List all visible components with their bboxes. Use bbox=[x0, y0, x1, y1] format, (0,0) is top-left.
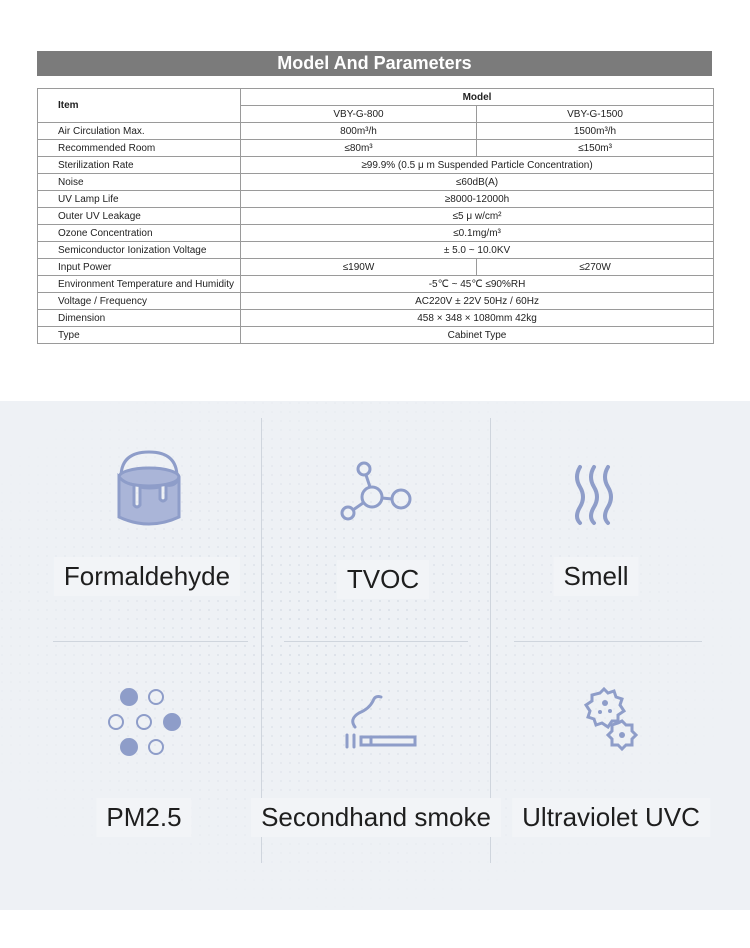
table-row bbox=[38, 310, 714, 327]
table-row bbox=[38, 242, 714, 259]
feature-pm25 bbox=[0, 641, 261, 881]
parameter-value: Cabinet Type bbox=[241, 327, 714, 344]
parameter-value: 1500m³/h bbox=[477, 123, 714, 140]
parameter-label: Noise bbox=[38, 174, 241, 191]
table-row bbox=[38, 123, 714, 140]
parameter-value: 458 × 348 × 1080mm 42kg bbox=[241, 310, 714, 327]
feature-formaldehyde bbox=[0, 401, 261, 641]
parameter-label: Semiconductor Ionization Voltage bbox=[38, 242, 241, 259]
parameter-value: ≥8000-12000h bbox=[241, 191, 714, 208]
table-row bbox=[38, 327, 714, 344]
parameter-value: ≤0.1mg/m³ bbox=[241, 225, 714, 242]
parameter-label: Dimension bbox=[38, 310, 241, 327]
parameter-label: Input Power bbox=[38, 259, 241, 276]
feature-secondhand-smoke bbox=[261, 641, 490, 881]
parameter-label: Environment Temperature and Humidity bbox=[38, 276, 241, 293]
features-panel bbox=[0, 401, 750, 910]
parameter-value: ≤190W bbox=[241, 259, 477, 276]
parameter-label: Voltage / Frequency bbox=[38, 293, 241, 310]
feature-label: Secondhand smoke bbox=[251, 798, 501, 837]
cigarette-icon bbox=[345, 693, 419, 751]
table-row bbox=[38, 174, 714, 191]
paint-bucket-icon bbox=[116, 447, 182, 529]
parameter-label: Ozone Concentration bbox=[38, 225, 241, 242]
model-name: VBY-G-800 bbox=[241, 106, 477, 123]
model-name: VBY-G-1500 bbox=[477, 106, 714, 123]
table-row bbox=[38, 293, 714, 310]
parameter-value: ≤80m³ bbox=[241, 140, 477, 157]
model-header: Model bbox=[241, 89, 714, 106]
parameters-table bbox=[37, 88, 714, 344]
parameter-label: UV Lamp Life bbox=[38, 191, 241, 208]
feature-smell bbox=[490, 401, 750, 641]
feature-label: TVOC bbox=[337, 560, 429, 599]
parameter-label: Air Circulation Max. bbox=[38, 123, 241, 140]
parameter-value: ≤5 μ w/cm² bbox=[241, 208, 714, 225]
feature-label: Smell bbox=[553, 557, 638, 596]
odor-waves-icon bbox=[572, 463, 616, 527]
table-row bbox=[38, 276, 714, 293]
table-row bbox=[38, 140, 714, 157]
molecule-icon bbox=[339, 461, 413, 523]
particles-icon bbox=[104, 687, 184, 757]
table-row bbox=[38, 259, 714, 276]
parameter-label: Outer UV Leakage bbox=[38, 208, 241, 225]
feature-label: PM2.5 bbox=[96, 798, 191, 837]
table-row bbox=[38, 157, 714, 174]
feature-label: Ultraviolet UVC bbox=[512, 798, 710, 837]
parameter-value: 800m³/h bbox=[241, 123, 477, 140]
table-row bbox=[38, 191, 714, 208]
section-title-banner: Model And Parameters bbox=[37, 51, 712, 76]
parameter-label: Type bbox=[38, 327, 241, 344]
parameter-value: ≤150m³ bbox=[477, 140, 714, 157]
parameter-value: ± 5.0 ~ 10.0KV bbox=[241, 242, 714, 259]
parameter-value: AC220V ± 22V 50Hz / 60Hz bbox=[241, 293, 714, 310]
parameter-value: ≤270W bbox=[477, 259, 714, 276]
parameter-label: Sterilization Rate bbox=[38, 157, 241, 174]
parameter-label: Recommended Room bbox=[38, 140, 241, 157]
parameter-value: ≤60dB(A) bbox=[241, 174, 714, 191]
bacteria-icon bbox=[570, 687, 640, 755]
table-row bbox=[38, 208, 714, 225]
table-header-row bbox=[38, 89, 714, 106]
feature-label: Formaldehyde bbox=[54, 557, 240, 596]
item-header: Item bbox=[38, 89, 241, 123]
feature-tvoc bbox=[261, 401, 490, 641]
parameter-value: ≥99.9% (0.5 μ m Suspended Particle Concentration) bbox=[241, 157, 714, 174]
parameter-value: -5℃ ~ 45℃ ≤90%RH bbox=[241, 276, 714, 293]
table-row bbox=[38, 225, 714, 242]
feature-ultraviolet-uvc bbox=[490, 641, 750, 881]
